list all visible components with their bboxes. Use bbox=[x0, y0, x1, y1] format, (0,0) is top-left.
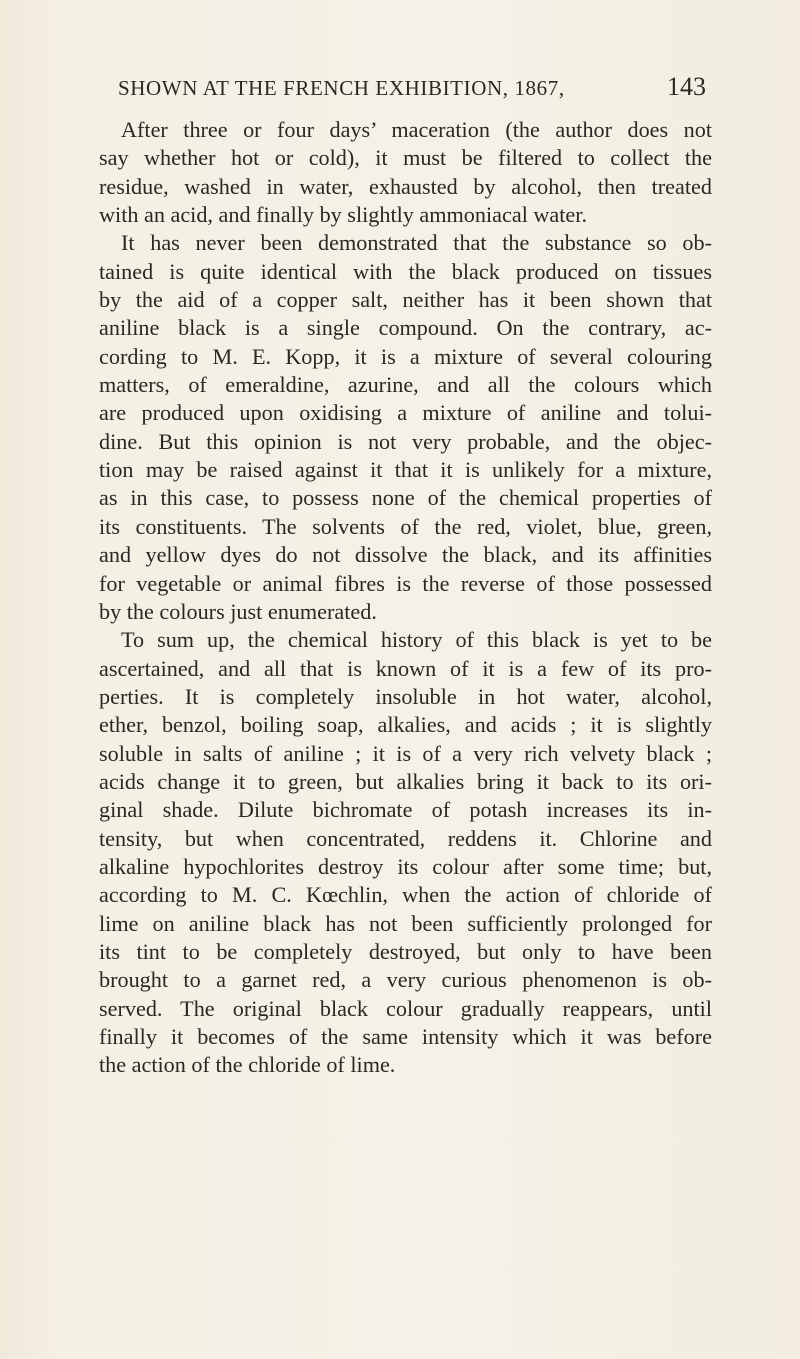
text-line: To sum up, the chemical history of this black is yet to be bbox=[121, 627, 712, 653]
text-line: finally it becomes of the same intensity which it was before bbox=[99, 1024, 712, 1049]
text-line: ascertained, and all that is known of it is a few of its pro- bbox=[99, 655, 712, 681]
text-line: soluble in salts of aniline ; it is of a very rich velvety black ; bbox=[99, 740, 712, 766]
text-line: and yellow dyes do not dissolve the black, and its affinities bbox=[99, 542, 712, 568]
text-line: alkaline hypochlorites destroy its colour after some time; but, bbox=[99, 853, 712, 879]
body-text bbox=[99, 116, 712, 1080]
text-line: say whether hot or cold), it must be filtered to collect the bbox=[99, 145, 712, 171]
text-line: by the aid of a copper salt, neither has it been shown that bbox=[99, 287, 712, 313]
text-line: dine. But this opinion is not very probable, and the objec- bbox=[99, 428, 712, 454]
text-line: residue, washed in water, exhausted by alcohol, then treated bbox=[99, 173, 712, 199]
text-line: its constituents. The solvents of the red, violet, blue, green, bbox=[99, 513, 712, 539]
text-line: lime on aniline black has not been sufficiently prolonged for bbox=[99, 910, 712, 936]
text-line: as in this case, to possess none of the chemical properties of bbox=[99, 485, 712, 511]
page-number: 143 bbox=[667, 72, 706, 101]
text-line: by the colours just enumerated. bbox=[99, 598, 377, 624]
text-line: tion may be raised against it that it is unlikely for a mixture, bbox=[99, 457, 712, 483]
text-line: according to M. C. Kœchlin, when the action of chloride of bbox=[99, 882, 712, 908]
text-line: with an acid, and finally by slightly ammoniacal water. bbox=[99, 202, 587, 228]
text-line: for vegetable or animal fibres is the reverse of those possessed bbox=[99, 570, 712, 596]
text-line: ether, benzol, boiling soap, alkalies, and acids ; it is slightly bbox=[99, 712, 712, 738]
text-line: tensity, but when concentrated, reddens it. Chlorine and bbox=[99, 825, 712, 851]
text-line: the action of the chloride of lime. bbox=[99, 1052, 396, 1078]
text-line: aniline black is a single compound. On the contrary, ac- bbox=[99, 315, 712, 341]
text-line: acids change it to green, but alkalies bring it back to its ori- bbox=[99, 768, 712, 794]
text-line: brought to a garnet red, a very curious phenomenon is ob- bbox=[99, 967, 712, 993]
text-line: cording to M. E. Kopp, it is a mixture of several colouring bbox=[99, 343, 712, 369]
running-title: SHOWN AT THE FRENCH EXHIBITION, 1867, bbox=[118, 76, 565, 100]
text-line: matters, of emeraldine, azurine, and all the colours which bbox=[99, 372, 712, 398]
text-line: tained is quite identical with the black produced on tissues bbox=[99, 258, 712, 284]
text-line: served. The original black colour gradually reappears, until bbox=[99, 995, 712, 1021]
text-line: It has never been demonstrated that the substance so ob- bbox=[121, 230, 712, 256]
text-line: are produced upon oxidising a mixture of aniline and tolui- bbox=[99, 400, 712, 426]
text-line: its tint to be completely destroyed, but only to have been bbox=[99, 938, 712, 964]
text-line: ginal shade. Dilute bichromate of potash increases its in- bbox=[99, 797, 712, 823]
text-line: perties. It is completely insoluble in hot water, alcohol, bbox=[99, 683, 712, 709]
text-line: After three or four days’ maceration (the author does not bbox=[121, 117, 712, 142]
page-header bbox=[92, 72, 712, 106]
